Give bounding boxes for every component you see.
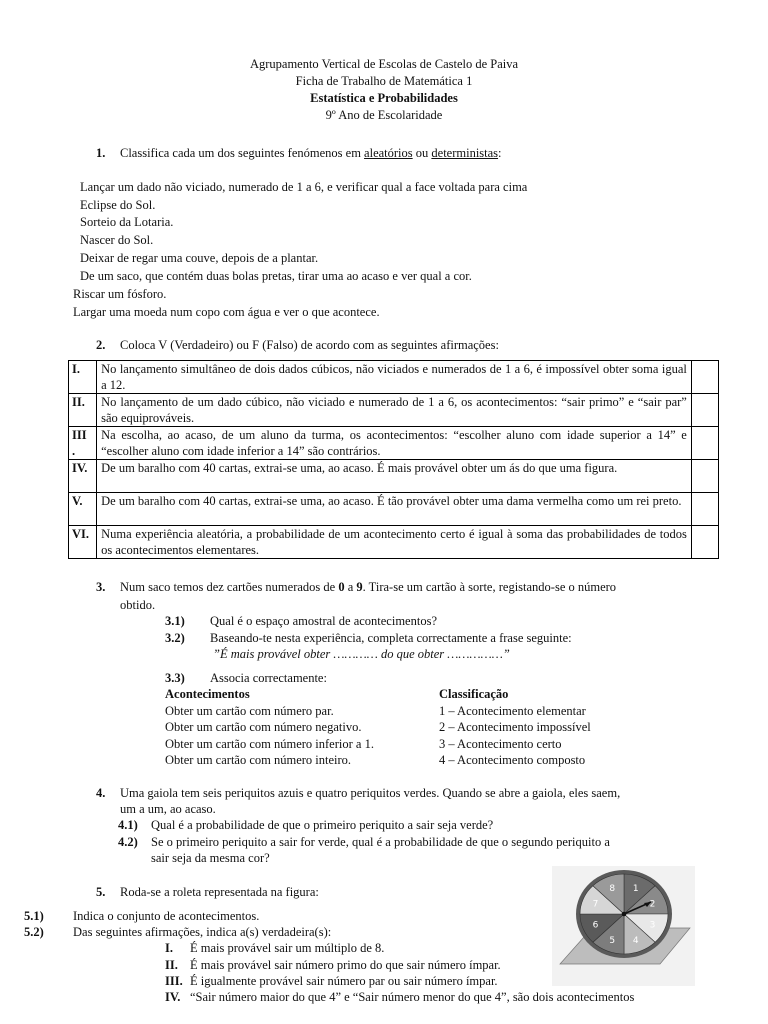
q1-prompt-part: : (498, 146, 502, 160)
roulette-sector-number: 6 (592, 920, 599, 931)
roulette-sector-number: 2 (649, 899, 656, 910)
q3-number-zero: 0 (338, 580, 345, 594)
q42-text-line2: sair seja da mesma cor? (151, 851, 270, 865)
q2-prompt: Coloca V (Verdadeiro) ou F (Falso) de acordo com as seguintes afirmações: (120, 338, 499, 352)
row-number: III . (69, 427, 97, 460)
q5-prompt: Roda-se a roleta representada na figura: (120, 885, 319, 899)
q5-number: 5. (96, 885, 106, 899)
worksheet-title: Ficha de Trabalho de Matemática 1 (295, 74, 473, 88)
classification-header: Classificação (439, 687, 509, 701)
classification-item: 3 – Acontecimento certo (439, 737, 562, 751)
q52-item-number: II. (165, 958, 178, 972)
answer-box[interactable] (691, 361, 718, 394)
q1-word-aleatorios: aleatórios (364, 146, 413, 160)
row-statement: No lançamento simultâneo de dois dados cúbicos, não viciados e numerados de 1 a 6, é impossível obter soma igual a 12. (97, 361, 692, 394)
answer-box[interactable] (691, 460, 718, 493)
table-row (69, 427, 719, 460)
table-row (69, 460, 719, 493)
q31-number: 3.1) (165, 614, 185, 628)
q52-item-text: “Sair número maior do que 4” e “Sair número menor do que 4”, são dois acontecimentos (190, 990, 635, 1004)
q52-number: 5.2) (24, 925, 44, 939)
q1-item: De um saco, que contém duas bolas pretas, tirar uma ao acaso e ver qual a cor. (80, 269, 472, 283)
roulette-sector-number: 7 (592, 899, 599, 910)
q4-prompt-line1: Uma gaiola tem seis periquitos azuis e quatro periquitos verdes. Quando se abre a gaiola, eles saem, (120, 786, 621, 800)
event-item: Obter um cartão com número inferior a 1. (165, 737, 374, 751)
q3-prompt (120, 579, 616, 596)
answer-box[interactable] (691, 493, 718, 526)
events-header: Acontecimentos (165, 687, 250, 701)
q3-number: 3. (96, 580, 106, 594)
q1-item: Deixar de regar uma couve, depois de a plantar. (80, 251, 319, 265)
q1-item: Eclipse do Sol. (80, 198, 156, 212)
row-statement: Na escolha, ao acaso, de um aluno da turma, os acontecimentos: “escolher aluno com idade superior a 14” e “escolher aluno com idade inferior a 14” são contrários. (97, 427, 692, 460)
table-row (69, 493, 719, 526)
roulette-sector-number: 3 (649, 920, 656, 931)
row-statement: Numa experiência aleatória, a probabilidade de um acontecimento certo é igual à soma das probabilidades de todos os acontecimentos elementares. (97, 526, 692, 559)
q32-text: Baseando-te nesta experiência, completa correctamente a frase seguinte: (210, 631, 572, 645)
q3-prompt-part: . Tira-se um cartão à sorte, registando-se o número (362, 580, 617, 594)
q42-number: 4.2) (118, 835, 138, 849)
row-number: VI. (69, 526, 97, 559)
answer-box[interactable] (691, 394, 718, 427)
row-number: II. (69, 394, 97, 427)
q1-item: Lançar um dado não viciado, numerado de 1 a 6, e verificar qual a face voltada para cima (80, 180, 528, 194)
q3-prompt-part: a (344, 580, 357, 594)
topic-title: Estatística e Probabilidades (310, 91, 458, 105)
roulette-sector-number: 8 (609, 884, 616, 895)
table-row (69, 394, 719, 427)
q52-item-text: É mais provável sair número primo do que sair número ímpar. (190, 958, 501, 972)
document-header (0, 56, 768, 124)
event-item: Obter um cartão com número inteiro. (165, 753, 352, 767)
classification-item: 4 – Acontecimento composto (439, 753, 586, 767)
q1-number: 1. (96, 146, 106, 160)
q3-prompt-cont: obtido. (120, 598, 156, 612)
q4-number: 4. (96, 786, 106, 800)
q1-word-deterministas: deterministas (431, 146, 499, 160)
true-false-table (68, 360, 719, 559)
q1-prompt-part: ou (412, 146, 432, 160)
q3-prompt-part: Num saco temos dez cartões numerados de (120, 580, 339, 594)
row-number: I. (69, 361, 97, 394)
event-item: Obter um cartão com número negativo. (165, 720, 362, 734)
school-name: Agrupamento Vertical de Escolas de Castelo de Paiva (249, 57, 519, 71)
q1-item: Riscar um fósforo. (73, 287, 167, 301)
q41-text: Qual é a probabilidade de que o primeiro periquito a sair seja verde? (151, 818, 494, 832)
row-number: IV. (69, 460, 97, 493)
answer-box[interactable] (691, 526, 718, 559)
roulette-figure (552, 866, 695, 986)
q52-item-text: É igualmente provável sair número par ou sair número ímpar. (190, 974, 498, 988)
q31-text: Qual é o espaço amostral de acontecimentos? (210, 614, 437, 628)
q33-text: Associa correctamente: (210, 671, 327, 685)
classification-item: 1 – Acontecimento elementar (439, 704, 586, 718)
table-row (69, 361, 719, 394)
q2-number: 2. (96, 338, 106, 352)
q51-text: Indica o conjunto de acontecimentos. (73, 909, 260, 923)
q52-item-number: I. (165, 941, 173, 955)
roulette-sector-number: 1 (632, 884, 639, 895)
q52-item-number: IV. (165, 990, 181, 1004)
q1-prompt-part: Classifica cada um dos seguintes fenómenos em (120, 146, 365, 160)
q32-phrase: ”É mais provável obter ………… do que obter ……………” (213, 647, 510, 661)
q41-number: 4.1) (118, 818, 138, 832)
q42-text-line1: Se o primeiro periquito a sair for verde, qual é a probabilidade de que o segundo periquito a (151, 835, 610, 849)
row-number: V. (69, 493, 97, 526)
q32-number: 3.2) (165, 631, 185, 645)
event-item: Obter um cartão com número par. (165, 704, 334, 718)
classification-item: 2 – Acontecimento impossível (439, 720, 591, 734)
q33-number: 3.3) (165, 671, 185, 685)
roulette-sector-number: 4 (632, 935, 639, 946)
q52-item-number: III. (165, 974, 183, 988)
q52-item-text: É mais provável sair um múltiplo de 8. (190, 941, 385, 955)
q1-item: Largar uma moeda num copo com água e ver o que acontece. (73, 305, 380, 319)
table-row (69, 526, 719, 559)
q1-item: Sorteio da Lotaria. (80, 215, 174, 229)
grade-level: 9º Ano de Escolaridade (325, 108, 443, 122)
answer-box[interactable] (691, 427, 718, 460)
row-statement: De um baralho com 40 cartas, extrai-se uma, ao acaso. É tão provável obter uma dama vermelha como um rei preto. (97, 493, 692, 526)
row-statement: No lançamento de um dado cúbico, não viciado e numerado de 1 a 6, os acontecimentos: “sair primo” e “sair par” são equiprováveis. (97, 394, 692, 427)
q3-number-nine: 9 (356, 580, 363, 594)
roulette-sector-number: 5 (609, 935, 616, 946)
q1-prompt (120, 145, 502, 162)
q52-text: Das seguintes afirmações, indica a(s) verdadeira(s): (73, 925, 332, 939)
q51-number: 5.1) (24, 909, 44, 923)
row-statement: De um baralho com 40 cartas, extrai-se uma, ao acaso. É mais provável obter um ás do que uma figura. (97, 460, 692, 493)
q1-item: Nascer do Sol. (80, 233, 154, 247)
q4-prompt-line2: um a um, ao acaso. (120, 802, 216, 816)
roulette-hub (622, 912, 627, 917)
